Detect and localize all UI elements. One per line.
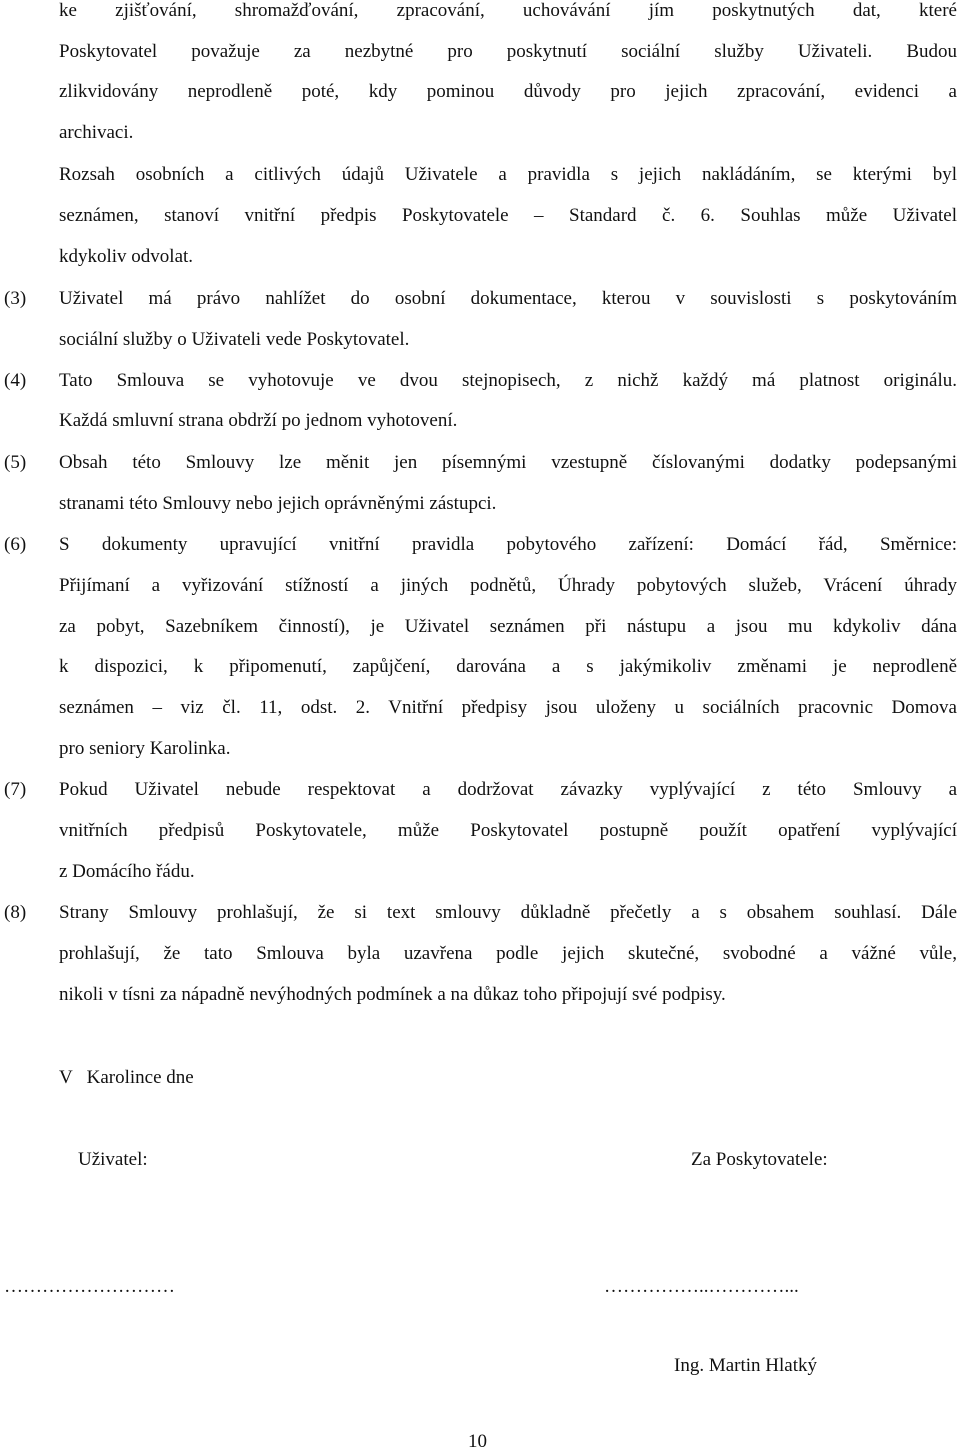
text-line: Přijímaní a vyřizování stížností a jiných podnětů, Úhrady pobytových služeb, Vrácení úhrady — [59, 575, 957, 596]
text-line: S dokumenty upravující vnitřní pravidla pobytového zařízení: Domácí řád, Směrnice: — [59, 534, 957, 555]
text-line: seznámen, stanoví vnitřní předpis Poskytovatele – Standard č. 6. Souhlas může Uživatel — [59, 205, 957, 226]
paragraph-number: (7) — [4, 779, 27, 800]
text-line: ke zjišťování, shromažďování, zpracování, uchovávání jím poskytnutých dat, které — [59, 0, 957, 21]
text-line: sociální služby o Uživateli vede Poskytovatel. — [59, 329, 410, 350]
provider-name: Ing. Martin Hlatký — [674, 1355, 818, 1376]
provider-signature-line: ……………..…………... — [604, 1276, 799, 1297]
text-line: Poskytovatel považuje za nezbytné pro poskytnutí sociální služby Uživateli. Budou — [59, 41, 957, 62]
text-line: seznámen – viz čl. 11, odst. 2. Vnitřní předpisy jsou uloženy u sociálních pracovnic Domova — [59, 697, 957, 718]
text-line: kdykoliv odvolat. — [59, 246, 194, 267]
paragraph-number: (6) — [4, 534, 27, 555]
paragraph-number: (3) — [4, 288, 27, 309]
text-line: Tato Smlouva se vyhotovuje ve dvou stejnopisech, z nichž každý má platnost originálu. — [59, 370, 957, 391]
paragraph-number: (8) — [4, 902, 27, 923]
text-line: prohlašují, že tato Smlouva byla uzavřena podle jejich skutečné, svobodné a vážné vůle, — [59, 943, 957, 964]
user-signature-line: ……………………… — [4, 1276, 175, 1297]
text-line: Každá smluvní strana obdrží po jednom vyhotovení. — [59, 410, 458, 431]
text-line: zlikvidovány neprodleně poté, kdy pominou důvody pro jejich zpracování, evidenci a — [59, 81, 957, 102]
text-line: z Domácího řádu. — [59, 861, 195, 882]
text-line: Rozsah osobních a citlivých údajů Uživatele a pravidla s jejich nakládáním, se kterými byl — [59, 164, 957, 185]
paragraph-number: (4) — [4, 370, 27, 391]
paragraph-number: (5) — [4, 452, 27, 473]
place-date-line: V Karolince dne — [59, 1067, 194, 1088]
text-line: k dispozici, k připomenutí, zapůjčení, darována a s jakýmikoliv změnami je neprodleně — [59, 656, 957, 677]
user-signature-label: Uživatel: — [78, 1149, 148, 1170]
text-line: Uživatel má právo nahlížet do osobní dokumentace, kterou v souvislosti s poskytováním — [59, 288, 957, 309]
provider-signature-label: Za Poskytovatele: — [691, 1149, 828, 1170]
page-number: 10 — [468, 1431, 487, 1452]
text-line: Obsah této Smlouvy lze měnit jen písemnými vzestupně číslovanými dodatky podepsanými — [59, 452, 957, 473]
text-line: archivaci. — [59, 122, 134, 143]
text-line: pro seniory Karolinka. — [59, 738, 231, 759]
text-line: vnitřních předpisů Poskytovatele, může Poskytovatel postupně použít opatření vyplývající — [59, 820, 957, 841]
text-line: Strany Smlouvy prohlašují, že si text smlouvy důkladně přečetly a s obsahem souhlasí. Dále — [59, 902, 957, 923]
text-line: za pobyt, Sazebníkem činností), je Uživatel seznámen při nástupu a jsou mu kdykoliv dána — [59, 616, 957, 637]
text-line: stranami této Smlouvy nebo jejich oprávněnými zástupci. — [59, 493, 497, 514]
text-line: nikoli v tísni za nápadně nevýhodných podmínek a na důkaz toho připojují své podpisy. — [59, 984, 726, 1005]
text-line: Pokud Uživatel nebude respektovat a dodržovat závazky vyplývající z této Smlouvy a — [59, 779, 957, 800]
